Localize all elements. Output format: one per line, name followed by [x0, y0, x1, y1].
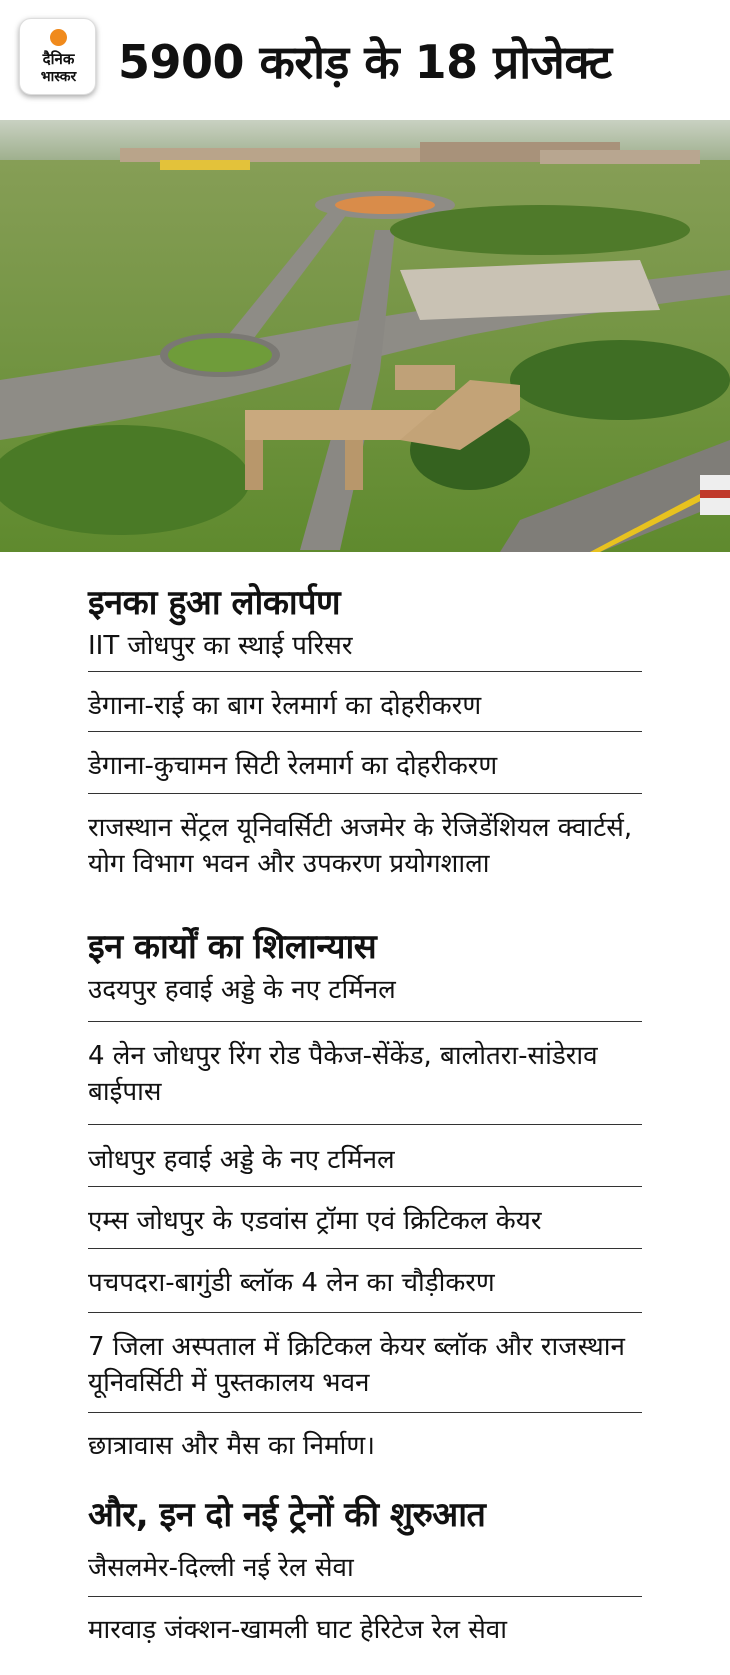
divider — [88, 1596, 642, 1597]
divider — [88, 1021, 642, 1022]
divider — [88, 1186, 642, 1187]
divider — [88, 1412, 642, 1413]
list-item: राजस्थान सेंट्रल यूनिवर्सिटी अजमेर के रेजिडेंशियल क्वार्टर्स, योग विभाग भवन और उपकरण प्रयोगशाला — [88, 813, 633, 879]
list-item: छात्रावास और मैस का निर्माण। — [88, 1431, 376, 1461]
section-heading-trains: और, इन दो नई ट्रेनों की शुरुआत — [88, 1495, 486, 1535]
list-item: 4 लेन जोधपुर रिंग रोड पैकेज-सेंकेंड, बालोतरा-सांडेराव बाईपास — [88, 1041, 598, 1107]
divider — [88, 731, 642, 732]
section-heading-foundation: इन कार्यों का शिलान्यास — [88, 927, 377, 967]
sun-icon — [50, 29, 67, 46]
logo-text-line1: दैनिक — [42, 50, 75, 68]
divider — [88, 1124, 642, 1125]
list-item: डेगाना-राई का बाग रेलमार्ग का दोहरीकरण — [88, 691, 482, 721]
list-item: मारवाड़ जंक्शन-खामली घाट हेरिटेज रेल सेवा — [88, 1615, 507, 1645]
campus-aerial-photo — [0, 120, 730, 552]
list-item: एम्स जोधपुर के एडवांस ट्रॉमा एवं क्रिटिकल केयर — [88, 1206, 542, 1236]
divider — [88, 671, 642, 672]
list-item: जैसलमेर-दिल्ली नई रेल सेवा — [88, 1553, 354, 1583]
list-item: 7 जिला अस्पताल में क्रिटिकल केयर ब्लॉक और राजस्थान यूनिवर्सिटी में पुस्तकालय भवन — [88, 1332, 625, 1398]
page-title: 5900 करोड़ के 18 प्रोजेक्ट — [118, 35, 612, 89]
list-item: उदयपुर हवाई अड्डे के नए टर्मिनल — [88, 975, 396, 1005]
dainik-bhaskar-logo — [19, 18, 96, 95]
section-heading-inauguration: इनका हुआ लोकार्पण — [88, 583, 341, 623]
divider — [88, 1312, 642, 1313]
list-item: डेगाना-कुचामन सिटी रेलमार्ग का दोहरीकरण — [88, 751, 498, 781]
header — [0, 0, 730, 120]
list-item: IIT जोधपुर का स्थाई परिसर — [88, 631, 353, 661]
divider — [88, 793, 642, 794]
list-item: जोधपुर हवाई अड्डे के नए टर्मिनल — [88, 1145, 395, 1175]
logo-text-line2: भास्कर — [40, 69, 77, 85]
list-item: पचपदरा-बागुंडी ब्लॉक 4 लेन का चौड़ीकरण — [88, 1268, 495, 1298]
divider — [88, 1248, 642, 1249]
